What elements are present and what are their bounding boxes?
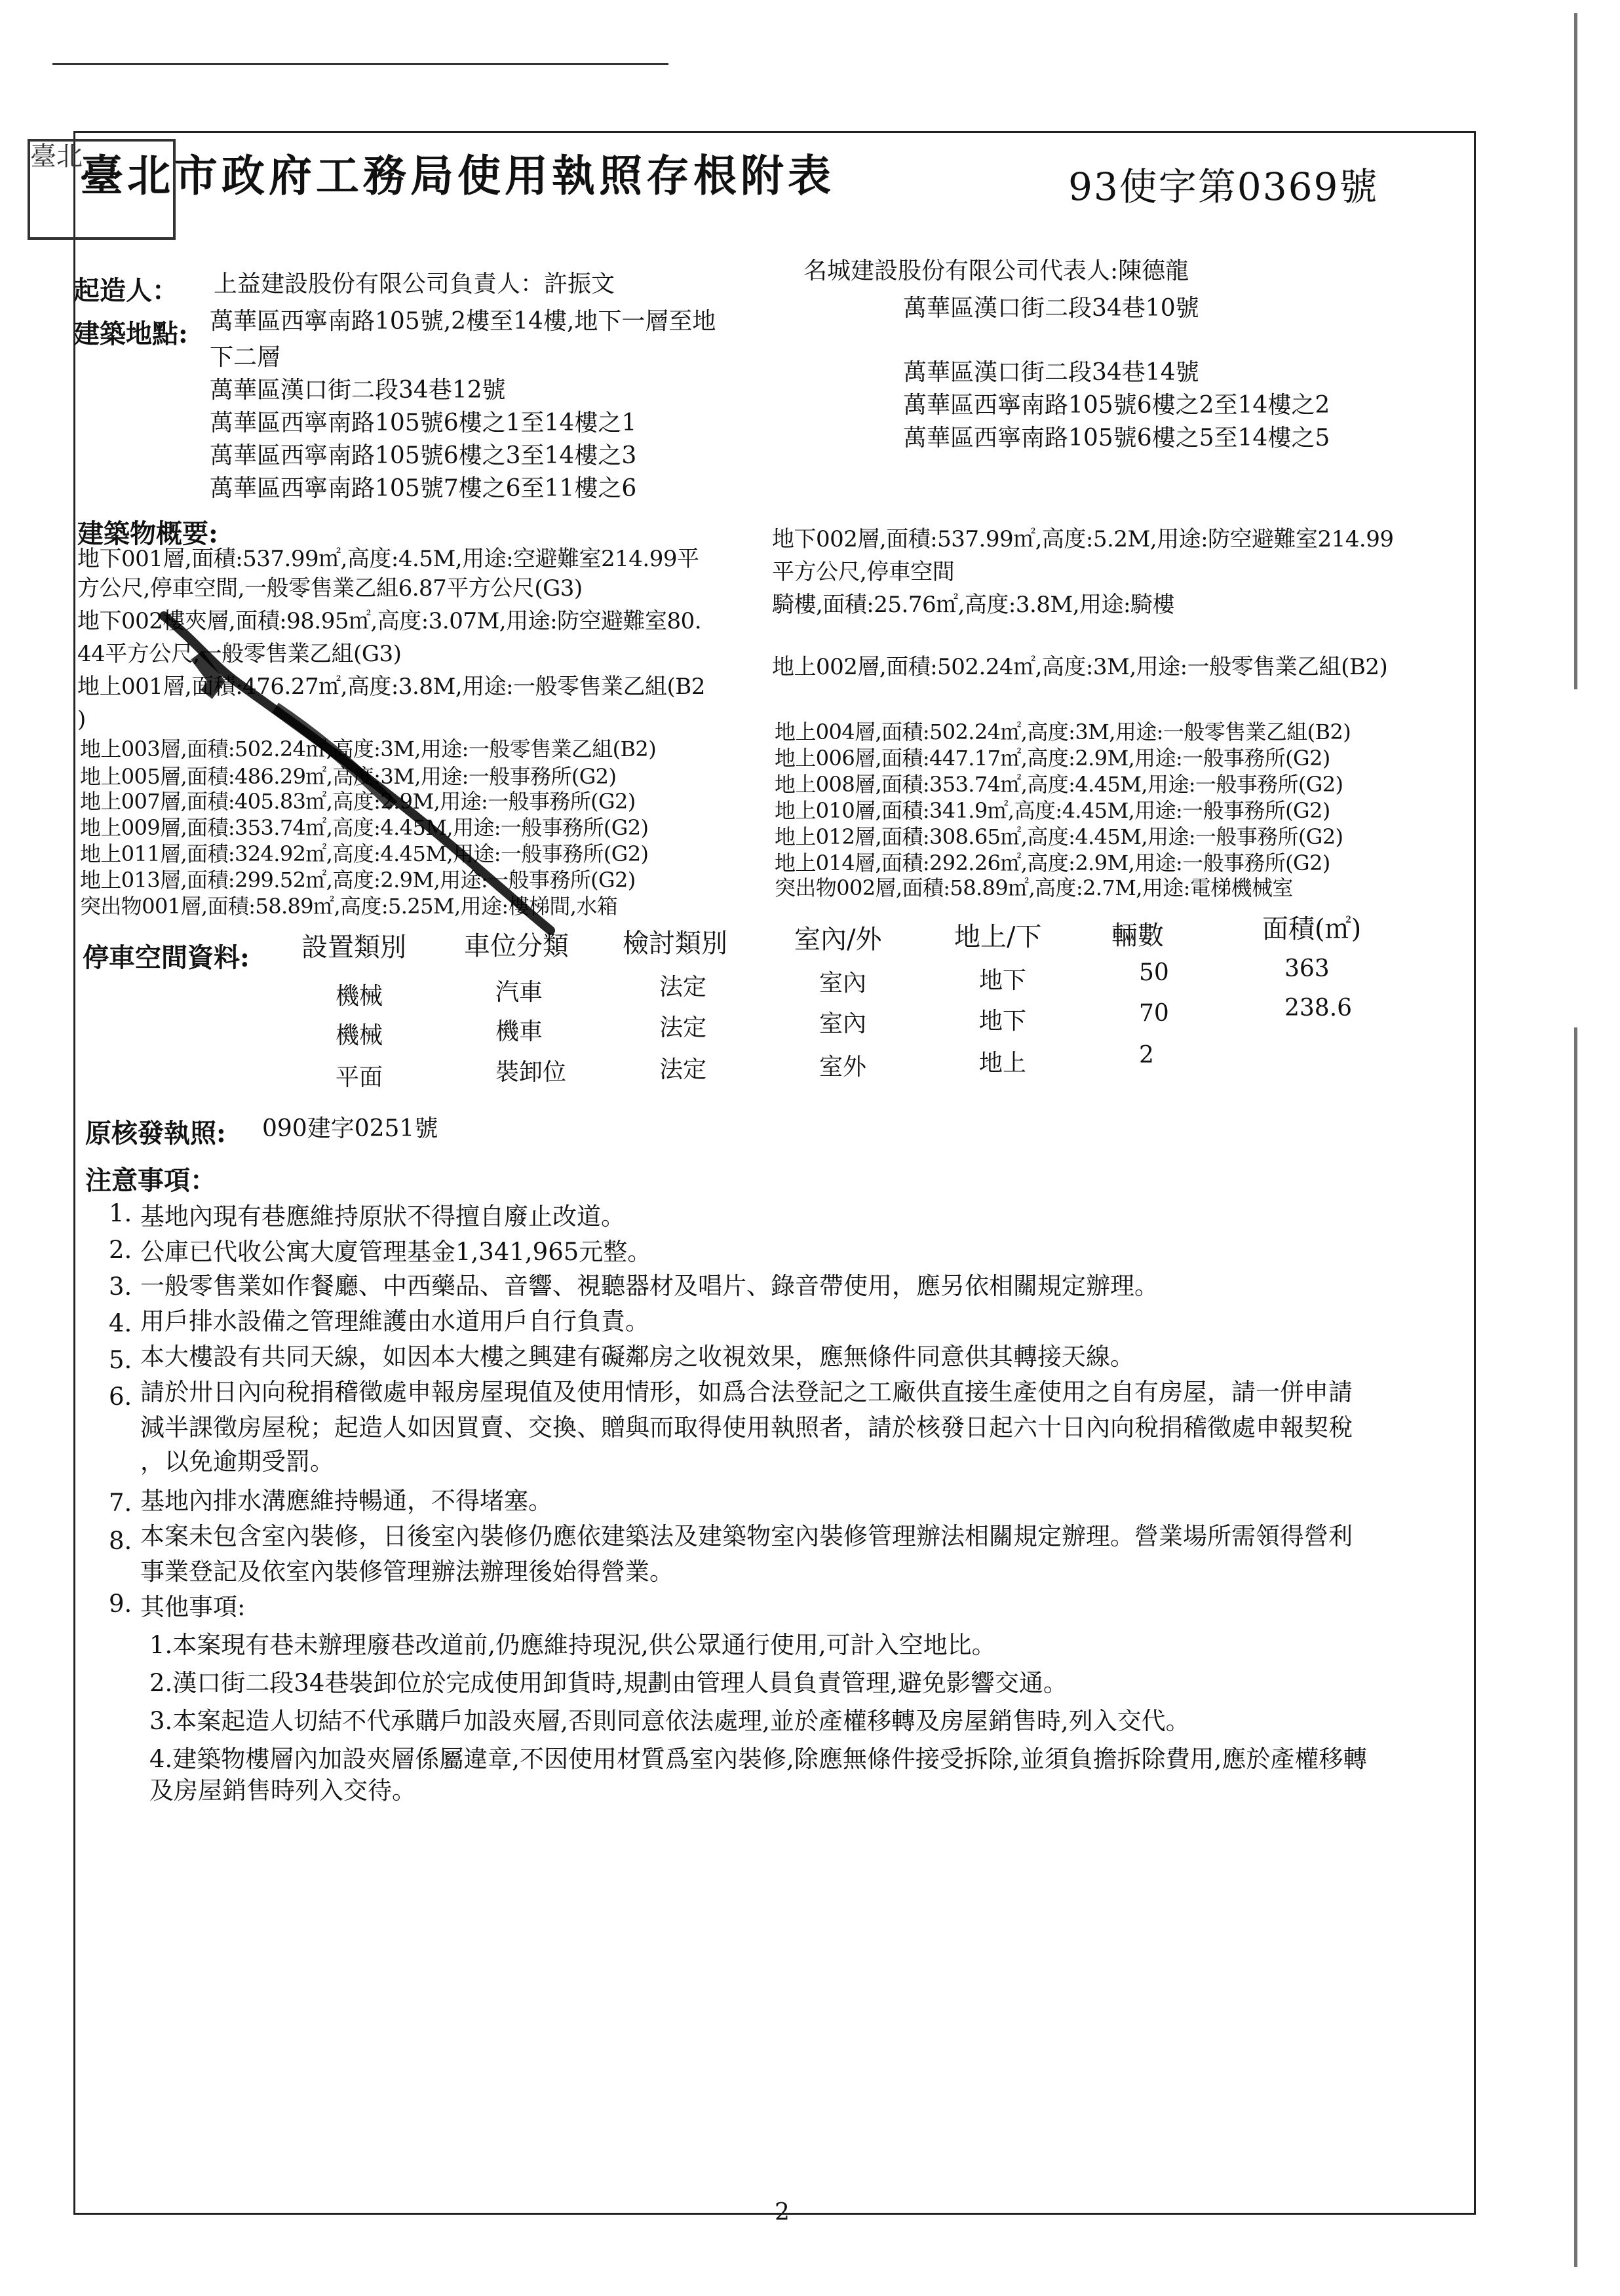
note-text: 減半課徵房屋稅；起造人如因買賣、交換、贈與而取得使用執照者，請於核發日起六十日內向稅捐稽徵處申報契稅 <box>140 1413 1353 1442</box>
note-sub-item: 及房屋銷售時列入交待。 <box>149 1776 416 1805</box>
note-number: 8. <box>109 1527 132 1555</box>
note-text: ，以免逾期受罰。 <box>140 1447 334 1476</box>
parking-cell: 室內 <box>819 1010 867 1037</box>
site-right-line: 萬華區西寧南路105號6樓之5至14樓之5 <box>903 425 1330 451</box>
note-text: 基地內排水溝應維持暢通，不得堵塞。 <box>140 1487 552 1515</box>
note-number: 6. <box>109 1383 132 1411</box>
floor-left-line: 地上007層,面積:405.83㎡,高度:2.9M,用途:一般事務所(G2) <box>80 789 636 814</box>
note-text: 一般零售業如作餐廳、中西藥品、音響、視聽器材及唱片、錄音帶使用，應另依相關規定辦理。 <box>140 1272 1159 1300</box>
floor-right-line: 地上012層,面積:308.65㎡,高度:4.45M,用途:一般事務所(G2) <box>775 824 1343 849</box>
note-text: 事業登記及依室內裝修管理辦法辦理後始得營業。 <box>140 1558 674 1586</box>
note-sub-item: 2.漢口街二段34巷裝卸位於完成使用卸貨時,規劃由管理人員負責管理,避免影響交通。 <box>149 1669 1068 1697</box>
parking-cell: 70 <box>1139 1000 1169 1027</box>
floor-left-line: 地上005層,面積:486.29㎡,高度:3M,用途:一般事務所(G2) <box>80 764 617 789</box>
parking-cell: 裝卸位 <box>495 1059 567 1086</box>
parking-cell: 法定 <box>659 1056 707 1083</box>
note-sub-item: 4.建築物樓層內加設夾層係屬違章,不因使用材質爲室內裝修,除應無條件接受拆除,並須負擔拆除費用,應於產權移轉 <box>149 1745 1368 1773</box>
note-number: 1. <box>109 1199 132 1227</box>
note-text: 用戶排水設備之管理維護由水道用戶自行負責。 <box>140 1307 649 1335</box>
overview-right-line: 地下002層,面積:537.99㎡,高度:5.2M,用途:防空避難室214.99 <box>772 526 1394 552</box>
applicant-label: 起造人： <box>73 275 178 306</box>
notes-label: 注意事項： <box>85 1165 216 1196</box>
note-text: 基地內現有巷應維持原狀不得擅自廢止改道。 <box>140 1202 625 1231</box>
site-left-line: 萬華區西寧南路105號7樓之6至11樓之6 <box>210 475 637 502</box>
applicant-value-1: 上益建設股份有限公司負責人：許振文 <box>214 271 615 297</box>
note-number: 2. <box>109 1236 132 1264</box>
floor-right-line: 地上010層,面積:341.9㎡,高度:4.45M,用途:一般事務所(G2) <box>775 798 1330 823</box>
parking-cell: 地下 <box>979 1008 1027 1035</box>
parking-cell: 機械 <box>336 1022 383 1049</box>
site-label: 建築地點: <box>73 318 188 349</box>
floor-left-line: 突出物001層,面積:58.89㎡,高度:5.25M,用途:樓梯間,水箱 <box>80 894 618 919</box>
parking-cell: 室內 <box>819 970 867 997</box>
floor-right-line: 地上014層,面積:292.26㎡,高度:2.9M,用途:一般事務所(G2) <box>775 851 1330 875</box>
floor-left-line: 地上009層,面積:353.74㎡,高度:4.45M,用途:一般事務所(G2) <box>80 815 649 840</box>
floor-right-line: 突出物002層,面積:58.89㎡,高度:2.7M,用途:電梯機械室 <box>775 875 1293 900</box>
overview-right-line: 平方公尺,停車空間 <box>772 559 955 585</box>
overview-left-line: ) <box>77 706 86 733</box>
parking-header: 室內/外 <box>794 925 882 955</box>
parking-cell: 汽車 <box>495 979 543 1006</box>
floor-right-line: 地上006層,面積:447.17㎡,高度:2.9M,用途:一般事務所(G2) <box>775 746 1330 771</box>
parking-cell: 室外 <box>819 1054 867 1081</box>
applicant-value-2: 名城建設股份有限公司代表人:陳德龍 <box>803 258 1189 284</box>
note-number: 4. <box>109 1309 132 1337</box>
original-permit-label: 原核發執照: <box>85 1118 226 1149</box>
floor-left-line: 地上013層,面積:299.52㎡,高度:2.9M,用途:一般事務所(G2) <box>80 868 636 892</box>
overview-right-line: 地上002層,面積:502.24㎡,高度:3M,用途:一般零售業乙組(B2) <box>772 654 1388 680</box>
parking-cell: 地上 <box>979 1050 1027 1077</box>
note-number: 3. <box>109 1272 132 1301</box>
parking-header: 車位分類 <box>464 931 569 961</box>
floor-right-line: 地上004層,面積:502.24㎡,高度:3M,用途:一般零售業乙組(B2) <box>775 719 1351 744</box>
parking-header: 輛數 <box>1111 921 1164 951</box>
overview-left-line: 地下002樓夾層,面積:98.95㎡,高度:3.07M,用途:防空避難室80. <box>77 608 702 634</box>
note-text: 本案未包含室內裝修，日後室內裝修仍應依建築法及建築物室內裝修管理辦法相關規定辦理。營業場所需領得營利 <box>140 1522 1353 1550</box>
overview-left-line: 地下001層,面積:537.99㎡,高度:4.5M,用途:空避難室214.99平 <box>77 546 699 572</box>
parking-cell: 機械 <box>336 983 383 1010</box>
overview-label: 建築物概要: <box>77 518 218 549</box>
overview-left-line: 方公尺,停車空間,一般零售業乙組6.87平方公尺(G3) <box>77 575 583 602</box>
stamp-mark: 臺北 <box>28 139 176 240</box>
parking-cell: 平面 <box>336 1064 383 1091</box>
permit-number: 93使字第0369號 <box>1068 164 1379 209</box>
site-left-line: 萬華區漢口街二段34巷12號 <box>210 377 506 404</box>
site-right-line: 萬華區西寧南路105號6樓之2至14樓之2 <box>903 392 1330 419</box>
parking-header: 設置類別 <box>301 932 406 963</box>
parking-header: 檢討類別 <box>623 928 727 959</box>
parking-cell: 363 <box>1284 955 1330 982</box>
parking-cell: 50 <box>1139 959 1169 986</box>
overview-left-line: 地上001層,面積:476.27㎡,高度:3.8M,用途:一般零售業乙組(B2 <box>77 674 705 700</box>
note-sub-item: 3.本案起造人切結不代承購戶加設夾層,否則同意依法處理,並於產權移轉及房屋銷售時,列入交代。 <box>149 1707 1190 1735</box>
parking-cell: 2 <box>1139 1042 1154 1069</box>
site-left-line: 下二層 <box>210 344 281 371</box>
parking-header: 地上/下 <box>954 922 1042 952</box>
site-right-line: 萬華區漢口街二段34巷10號 <box>903 295 1199 322</box>
document-title: 臺北市政府工務局使用執照存根附表 <box>80 150 835 201</box>
page-number: 2 <box>775 2199 790 2226</box>
floor-right-line: 地上008層,面積:353.74㎡,高度:4.45M,用途:一般事務所(G2) <box>775 772 1343 797</box>
site-left-line: 萬華區西寧南路105號6樓之1至14樓之1 <box>210 410 637 436</box>
parking-cell: 法定 <box>659 974 707 1001</box>
parking-label: 停車空間資料: <box>83 942 250 973</box>
floor-left-line: 地上011層,面積:324.92㎡,高度:4.45M,用途:一般事務所(G2) <box>80 841 649 866</box>
parking-cell: 法定 <box>659 1014 707 1041</box>
site-left-line: 萬華區西寧南路105號,2樓至14樓,地下一層至地 <box>210 308 716 335</box>
parking-cell: 238.6 <box>1284 995 1353 1022</box>
note-number: 9. <box>109 1590 132 1618</box>
note-number: 5. <box>109 1346 132 1374</box>
overview-left-line: 44平方公尺,一般零售業乙組(G3) <box>77 641 402 667</box>
note-sub-item: 1.本案現有巷未辦理廢巷改道前,仍應維持現況,供公眾通行使用,可計入空地比。 <box>149 1631 996 1659</box>
note-text: 本大樓設有共同天線，如因本大樓之興建有礙鄰房之收視效果，應無條件同意供其轉接天線。 <box>140 1343 1134 1371</box>
floor-left-line: 地上003層,面積:502.24㎡,高度:3M,用途:一般零售業乙組(B2) <box>80 737 657 761</box>
site-right-line: 萬華區漢口街二段34巷14號 <box>903 359 1199 386</box>
overview-right-line: 騎樓,面積:25.76㎡,高度:3.8M,用途:騎樓 <box>772 592 1175 618</box>
note-number: 7. <box>109 1489 132 1517</box>
original-permit-value: 090建字0251號 <box>262 1115 438 1142</box>
note-text: 公庫已代收公寓大廈管理基金1,341,965元整。 <box>140 1238 652 1266</box>
parking-header: 面積(㎡) <box>1262 914 1362 944</box>
note-text: 請於卅日內向稅捐稽徵處申報房屋現值及使用情形，如爲合法登記之工廠供直接生產使用之自有房屋，請一併申請 <box>140 1378 1353 1406</box>
note-text: 其他事項: <box>140 1593 246 1621</box>
parking-cell: 機車 <box>495 1018 543 1045</box>
parking-cell: 地下 <box>979 967 1027 994</box>
site-left-line: 萬華區西寧南路105號6樓之3至14樓之3 <box>210 442 637 469</box>
